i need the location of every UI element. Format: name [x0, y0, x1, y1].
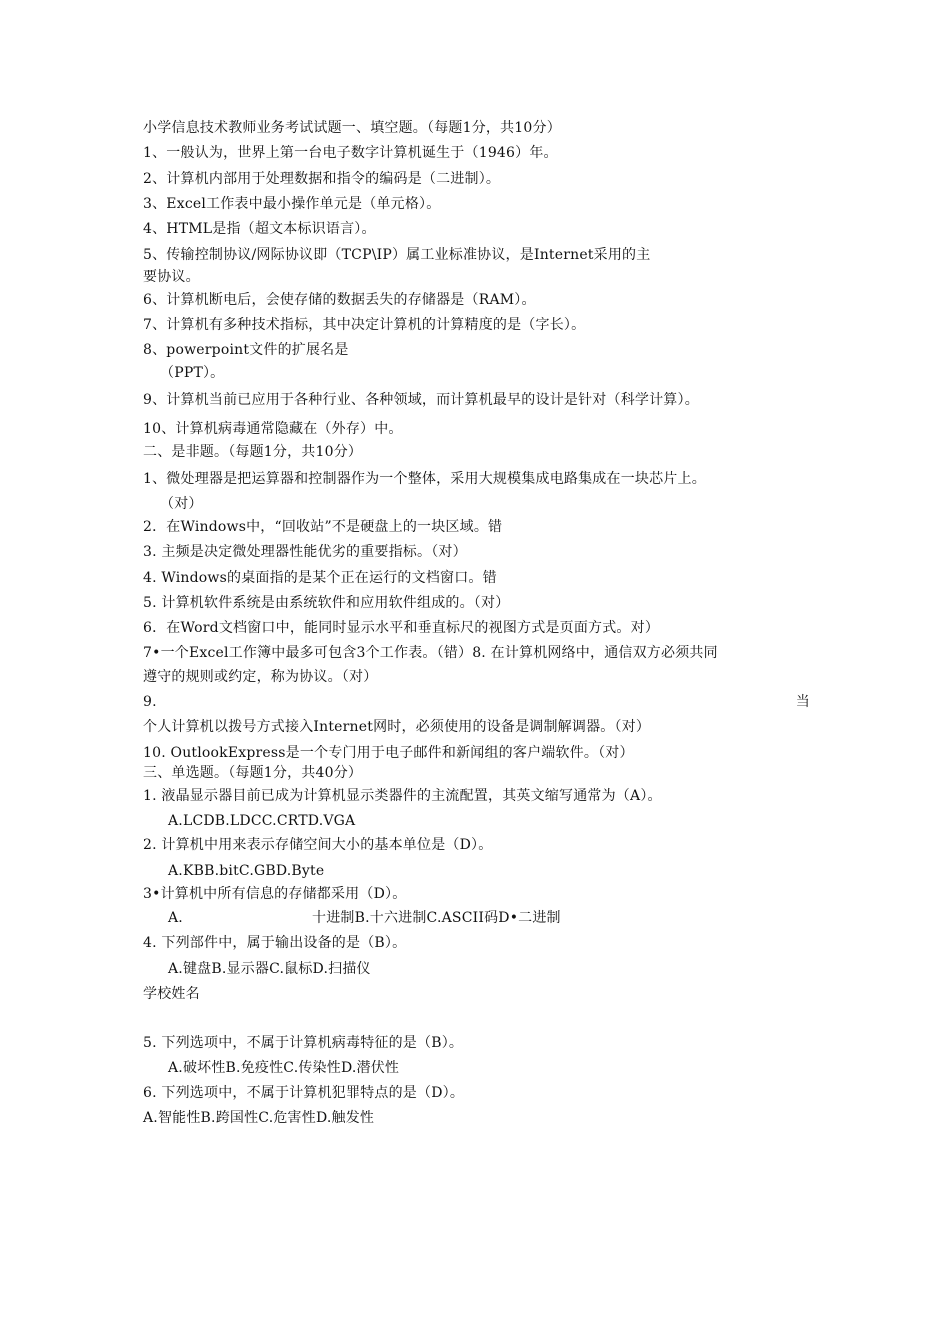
sc-question-5-options: A.破坏性B.免疫性C.传染性D.潜伏性: [168, 1060, 400, 1076]
tf-question-4: 4. Windows的桌面指的是某个正在运行的文档窗口。错: [143, 570, 497, 586]
tf-question-3: 3. 主频是决定微处理器性能优劣的重要指标。（对）: [143, 544, 467, 560]
tf-question-6: 6．在Word文档窗口中，能同时显示水平和垂直标尺的视图方式是页面方式。对）: [143, 620, 660, 636]
sc-question-1: 1. 液晶显示器目前已成为计算机显示类器件的主流配置，其英文缩写通常为（A）。: [143, 788, 662, 804]
tf-question-8-cont: 遵守的规则或约定，称为协议。（对）: [143, 669, 378, 685]
tf-question-2: 2．在Windows中，“回收站”不是硬盘上的一块区域。错: [143, 519, 503, 535]
sc-question-2: 2. 计算机中用来表示存储空间大小的基本单位是（D）。: [143, 837, 493, 853]
sc-question-3: 3•计算机中所有信息的存储都采用（D）。: [143, 886, 407, 902]
tf-question-5: 5. 计算机软件系统是由系统软件和应用软件组成的。（对）: [143, 595, 510, 611]
sc-question-4: 4. 下列部件中，属于输出设备的是（B）。: [143, 935, 407, 951]
sc-question-6-options: A.智能性B.跨国性C.危害性D.触发性: [143, 1110, 375, 1126]
fill-question-4: 4、HTML是指（超文本标识语言）。: [143, 221, 376, 237]
fill-question-5: 5、传输控制协议/网际协议即（TCP\IP）属工业标准协议，是Internet采用的主: [143, 247, 651, 263]
tf-question-9-number: 9.: [143, 694, 157, 710]
fill-question-2: 2、计算机内部用于处理数据和指令的编码是（二进制）。: [143, 171, 501, 187]
sc-question-5: 5. 下列选项中，不属于计算机病毒特征的是（B）。: [143, 1035, 464, 1051]
tf-question-1: 1、微处理器是把运算器和控制器作为一个整体，采用大规模集成电路集成在一块芯片上。: [143, 471, 706, 487]
sc-question-1-options: A.LCDB.LDCC.CRTD.VGA: [168, 813, 356, 829]
sc-question-3-options: 十进制B.十六进制C.ASCII码D•二进制: [312, 910, 561, 926]
school-name-label: 学校姓名: [143, 986, 200, 1002]
page-title: 小学信息技术教师业务考试试题一、填空题。（每题1分，共10分）: [143, 120, 561, 136]
tf-question-1-answer: （对）: [160, 496, 203, 512]
sc-question-3-option-label: A.: [168, 910, 183, 926]
fill-question-8-answer: （PPT）。: [160, 365, 225, 381]
fill-question-5-cont: 要协议。: [143, 269, 200, 285]
fill-question-3: 3、Excel工作表中最小操作单元是（单元格）。: [143, 196, 441, 212]
section-header-true-false: 二、是非题。（每题1分，共10分）: [143, 444, 363, 460]
fill-question-9: 9、计算机当前已应用于各种行业、各种领域，而计算机最早的设计是针对（科学计算）。: [143, 392, 699, 408]
fill-question-7: 7、计算机有多种技术指标，其中决定计算机的计算精度的是（字长）。: [143, 317, 586, 333]
tf-question-9: 个人计算机以拨号方式接入Internet网时，必须使用的设备是调制解调器。（对）: [143, 719, 651, 735]
sc-question-2-options: A.KBB.bitC.GBD.Byte: [168, 863, 325, 879]
fill-question-6: 6、计算机断电后，会使存储的数据丢失的存储器是（RAM）。: [143, 292, 536, 308]
tf-question-10: 10. OutlookExpress是一个专门用于电子邮件和新闻组的客户端软件。（对）: [143, 745, 634, 761]
sc-question-4-options: A.键盘B.显示器C.鼠标D.扫描仪: [168, 961, 371, 977]
fill-question-1: 1、一般认为，世界上第一台电子数字计算机诞生于（1946）年。: [143, 145, 558, 161]
sc-question-6: 6. 下列选项中，不属于计算机犯罪特点的是（D）。: [143, 1085, 465, 1101]
tf-question-9-start: 当: [795, 694, 810, 710]
tf-question-7-8: 7•一个Excel工作簿中最多可包含3个工作表。（错）8. 在计算机网络中，通信双方必须共同: [143, 645, 718, 661]
fill-question-8: 8、powerpoint文件的扩展名是: [143, 342, 349, 358]
fill-question-10: 10、计算机病毒通常隐藏在（外存）中。: [143, 421, 403, 437]
section-header-single-choice: 三、单选题。（每题1分，共40分）: [143, 765, 363, 781]
